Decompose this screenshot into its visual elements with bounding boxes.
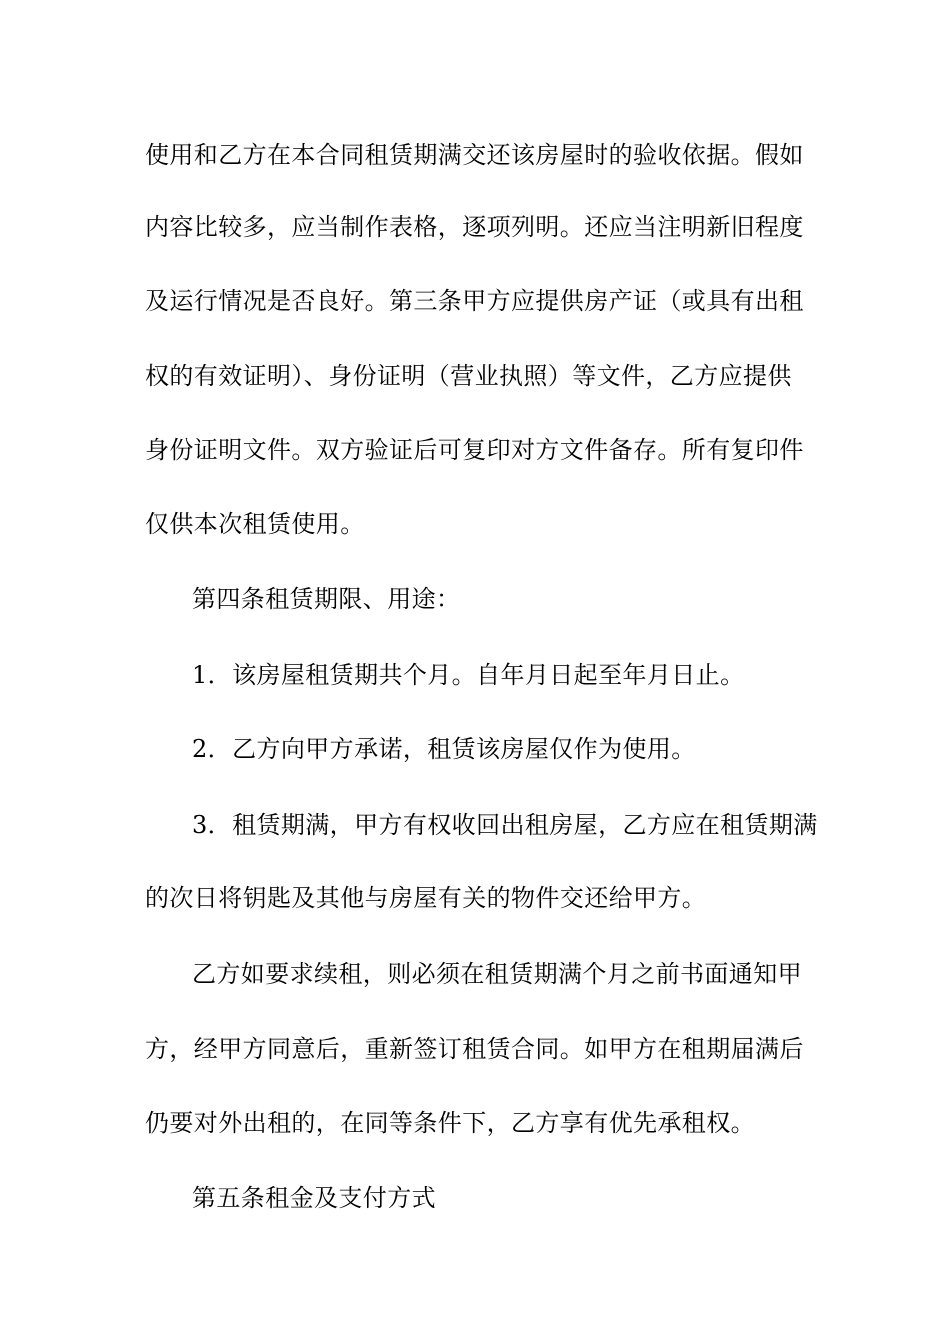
text-line: 身份证明文件。双方验证后可复印对方文件备存。所有复印件 (145, 436, 804, 464)
text-line: 方，经甲方同意后，重新签订租赁合同。如甲方在租期届满后 (145, 1035, 804, 1063)
section-heading: 第四条租赁期限、用途： (192, 585, 461, 613)
text-line: 内容比较多，应当制作表格，逐项列明。还应当注明新旧程度 (145, 213, 804, 241)
list-item: 3．租赁期满，甲方有权收回出租房屋，乙方应在租赁期满 (192, 811, 818, 839)
text-line: 及运行情况是否良好。第三条甲方应提供房产证（或具有出租 (145, 287, 804, 315)
list-item: 2．乙方向甲方承诺，租赁该房屋仅作为使用。 (192, 735, 696, 763)
text-line: 使用和乙方在本合同租赁期满交还该房屋时的验收依据。假如 (145, 141, 804, 169)
section-heading: 第五条租金及支付方式 (192, 1184, 436, 1212)
text-line: 乙方如要求续租，则必须在租赁期满个月之前书面通知甲 (192, 960, 802, 988)
text-line: 权的有效证明）、身份证明（营业执照）等文件，乙方应提供 (145, 362, 792, 390)
text-line: 仅供本次租赁使用。 (145, 510, 365, 538)
text-line: 仍要对外出租的，在同等条件下，乙方享有优先承租权。 (145, 1109, 755, 1137)
list-item: 1．该房屋租赁期共个月。自年月日起至年月日止。 (192, 661, 745, 689)
text-line: 的次日将钥匙及其他与房屋有关的物件交还给甲方。 (145, 884, 707, 912)
